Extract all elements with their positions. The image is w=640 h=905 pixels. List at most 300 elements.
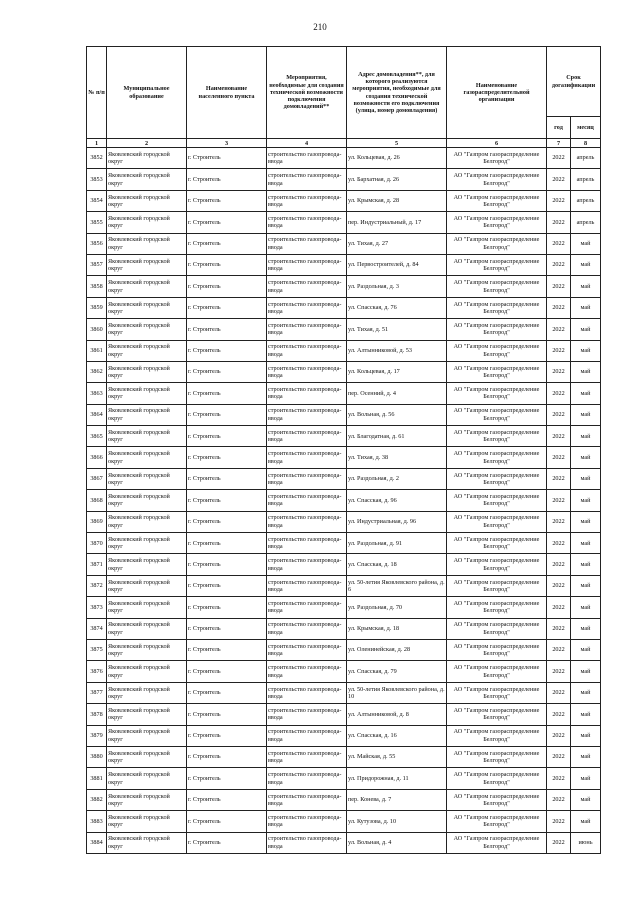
- month-cell: май: [571, 490, 601, 511]
- table-row: [87, 511, 601, 532]
- address-cell: ул. Кутузова, д. 10: [347, 811, 447, 832]
- organization-cell: АО "Газпром газораспределение Белгород": [447, 554, 547, 575]
- address-cell: ул. Индустриальная, д. 96: [347, 511, 447, 532]
- year-cell: 2022: [547, 361, 571, 382]
- year-cell: 2022: [547, 597, 571, 618]
- year-cell: 2022: [547, 746, 571, 767]
- table-row: [87, 297, 601, 318]
- table-row: [87, 575, 601, 596]
- row-number: 3858: [87, 276, 107, 297]
- activity-cell: строительство газопровода-ввода: [267, 597, 347, 618]
- month-cell: май: [571, 383, 601, 404]
- year-cell: 2022: [547, 618, 571, 639]
- header-settlement: Наименование населенного пункта: [187, 47, 267, 139]
- table-row: [87, 233, 601, 254]
- activity-cell: строительство газопровода-ввода: [267, 361, 347, 382]
- year-cell: 2022: [547, 533, 571, 554]
- settlement-cell: г. Строитель: [187, 447, 267, 468]
- address-cell: ул. Майская, д. 55: [347, 746, 447, 767]
- table-row: [87, 746, 601, 767]
- municipality-cell: Яковлевский городской округ: [107, 554, 187, 575]
- col-index: 5: [347, 139, 447, 148]
- col-index: 2: [107, 139, 187, 148]
- col-index: 3: [187, 139, 267, 148]
- municipality-cell: Яковлевский городской округ: [107, 597, 187, 618]
- table-row: [87, 276, 601, 297]
- month-cell: апрель: [571, 169, 601, 190]
- organization-cell: АО "Газпром газораспределение Белгород": [447, 383, 547, 404]
- municipality-cell: Яковлевский городской округ: [107, 340, 187, 361]
- table-row: [87, 618, 601, 639]
- year-cell: 2022: [547, 297, 571, 318]
- table-row: [87, 426, 601, 447]
- row-number: 3862: [87, 361, 107, 382]
- settlement-cell: г. Строитель: [187, 682, 267, 703]
- page-number: 210: [313, 22, 327, 32]
- year-cell: 2022: [547, 511, 571, 532]
- month-cell: май: [571, 639, 601, 660]
- municipality-cell: Яковлевский городской округ: [107, 361, 187, 382]
- organization-cell: АО "Газпром газораспределение Белгород": [447, 618, 547, 639]
- activity-cell: строительство газопровода-ввода: [267, 276, 347, 297]
- year-cell: 2022: [547, 404, 571, 425]
- row-number: 3869: [87, 511, 107, 532]
- row-number: 3864: [87, 404, 107, 425]
- table-row: [87, 661, 601, 682]
- row-number: 3857: [87, 254, 107, 275]
- table-row: [87, 682, 601, 703]
- row-number: 3882: [87, 789, 107, 810]
- table-row: [87, 597, 601, 618]
- activity-cell: строительство газопровода-ввода: [267, 426, 347, 447]
- table-row: [87, 319, 601, 340]
- address-cell: ул. Крымская, д. 18: [347, 618, 447, 639]
- address-cell: ул. Раздольная, д. 70: [347, 597, 447, 618]
- activity-cell: строительство газопровода-ввода: [267, 725, 347, 746]
- row-number: 3884: [87, 832, 107, 853]
- settlement-cell: г. Строитель: [187, 575, 267, 596]
- address-cell: ул. Бархатная, д. 26: [347, 169, 447, 190]
- settlement-cell: г. Строитель: [187, 704, 267, 725]
- organization-cell: АО "Газпром газораспределение Белгород": [447, 490, 547, 511]
- municipality-cell: Яковлевский городской округ: [107, 426, 187, 447]
- month-cell: май: [571, 447, 601, 468]
- municipality-cell: Яковлевский городской округ: [107, 511, 187, 532]
- table-row: [87, 789, 601, 810]
- table-row: [87, 212, 601, 233]
- year-cell: 2022: [547, 682, 571, 703]
- address-cell: пер. Осенний, д. 4: [347, 383, 447, 404]
- table-row: [87, 361, 601, 382]
- municipality-cell: Яковлевский городской округ: [107, 468, 187, 489]
- row-number: 3859: [87, 297, 107, 318]
- activity-cell: строительство газопровода-ввода: [267, 468, 347, 489]
- row-number: 3867: [87, 468, 107, 489]
- year-cell: 2022: [547, 811, 571, 832]
- month-cell: май: [571, 361, 601, 382]
- row-number: 3873: [87, 597, 107, 618]
- row-number: 3874: [87, 618, 107, 639]
- address-cell: ул. Тихая, д. 27: [347, 233, 447, 254]
- municipality-cell: Яковлевский городской округ: [107, 704, 187, 725]
- municipality-cell: Яковлевский городской округ: [107, 639, 187, 660]
- row-number: 3872: [87, 575, 107, 596]
- year-cell: 2022: [547, 148, 571, 169]
- table-row: [87, 169, 601, 190]
- organization-cell: АО "Газпром газораспределение Белгород": [447, 511, 547, 532]
- activity-cell: строительство газопровода-ввода: [267, 554, 347, 575]
- address-cell: ул. Придорожная, д. 11: [347, 768, 447, 789]
- row-number: 3870: [87, 533, 107, 554]
- month-cell: май: [571, 404, 601, 425]
- settlement-cell: г. Строитель: [187, 340, 267, 361]
- month-cell: июнь: [571, 832, 601, 853]
- address-cell: ул. 50-летия Яковлевского района, д. 10: [347, 682, 447, 703]
- organization-cell: АО "Газпром газораспределение Белгород": [447, 404, 547, 425]
- activity-cell: строительство газопровода-ввода: [267, 811, 347, 832]
- organization-cell: АО "Газпром газораспределение Белгород": [447, 811, 547, 832]
- address-cell: ул. Первостроителей, д. 84: [347, 254, 447, 275]
- year-cell: 2022: [547, 383, 571, 404]
- header-num: № п/п: [87, 47, 107, 139]
- municipality-cell: Яковлевский городской округ: [107, 811, 187, 832]
- table-row: [87, 468, 601, 489]
- row-number: 3853: [87, 169, 107, 190]
- header-activity: Мероприятия, необходимые для создания технической возможности подключения домовладений**: [267, 47, 347, 139]
- col-index: 7: [547, 139, 571, 148]
- row-number: 3876: [87, 661, 107, 682]
- month-cell: апрель: [571, 212, 601, 233]
- activity-cell: строительство газопровода-ввода: [267, 340, 347, 361]
- row-number: 3883: [87, 811, 107, 832]
- table-row: [87, 190, 601, 211]
- settlement-cell: г. Строитель: [187, 468, 267, 489]
- year-cell: 2022: [547, 276, 571, 297]
- month-cell: май: [571, 746, 601, 767]
- organization-cell: АО "Газпром газораспределение Белгород": [447, 254, 547, 275]
- table-row: [87, 148, 601, 169]
- organization-cell: АО "Газпром газораспределение Белгород": [447, 190, 547, 211]
- organization-cell: АО "Газпром газораспределение Белгород": [447, 533, 547, 554]
- settlement-cell: г. Строитель: [187, 597, 267, 618]
- year-cell: 2022: [547, 789, 571, 810]
- organization-cell: АО "Газпром газораспределение Белгород": [447, 169, 547, 190]
- address-cell: ул. Оленинейская, д. 28: [347, 639, 447, 660]
- address-cell: ул. Алтынниковой, д. 8: [347, 704, 447, 725]
- year-cell: 2022: [547, 661, 571, 682]
- year-cell: 2022: [547, 169, 571, 190]
- organization-cell: АО "Газпром газораспределение Белгород": [447, 575, 547, 596]
- month-cell: май: [571, 682, 601, 703]
- activity-cell: строительство газопровода-ввода: [267, 319, 347, 340]
- address-cell: ул. Благодатная, д. 61: [347, 426, 447, 447]
- activity-cell: строительство газопровода-ввода: [267, 190, 347, 211]
- table-row: [87, 725, 601, 746]
- month-cell: май: [571, 704, 601, 725]
- settlement-cell: г. Строитель: [187, 511, 267, 532]
- header-year: год: [547, 117, 571, 139]
- col-index: 8: [571, 139, 601, 148]
- year-cell: 2022: [547, 319, 571, 340]
- organization-cell: АО "Газпром газораспределение Белгород": [447, 361, 547, 382]
- municipality-cell: Яковлевский городской округ: [107, 148, 187, 169]
- year-cell: 2022: [547, 639, 571, 660]
- month-cell: май: [571, 768, 601, 789]
- year-cell: 2022: [547, 447, 571, 468]
- col-index: 6: [447, 139, 547, 148]
- row-number: 3852: [87, 148, 107, 169]
- settlement-cell: г. Строитель: [187, 169, 267, 190]
- row-number: 3881: [87, 768, 107, 789]
- municipality-cell: Яковлевский городской округ: [107, 404, 187, 425]
- activity-cell: строительство газопровода-ввода: [267, 169, 347, 190]
- address-cell: ул. Тихая, д. 38: [347, 447, 447, 468]
- year-cell: 2022: [547, 704, 571, 725]
- table-row: [87, 832, 601, 853]
- settlement-cell: г. Строитель: [187, 554, 267, 575]
- header-term: Срок догазификации: [547, 47, 601, 117]
- address-cell: ул. 50-летия Яковлевского района, д. 6: [347, 575, 447, 596]
- month-cell: май: [571, 811, 601, 832]
- col-index: 4: [267, 139, 347, 148]
- settlement-cell: г. Строитель: [187, 383, 267, 404]
- row-number: 3854: [87, 190, 107, 211]
- month-cell: май: [571, 468, 601, 489]
- table-row: [87, 768, 601, 789]
- organization-cell: АО "Газпром газораспределение Белгород": [447, 768, 547, 789]
- activity-cell: строительство газопровода-ввода: [267, 254, 347, 275]
- settlement-cell: г. Строитель: [187, 276, 267, 297]
- municipality-cell: Яковлевский городской округ: [107, 618, 187, 639]
- month-cell: май: [571, 340, 601, 361]
- row-number: 3860: [87, 319, 107, 340]
- table-row: [87, 404, 601, 425]
- settlement-cell: г. Строитель: [187, 811, 267, 832]
- table-row: [87, 554, 601, 575]
- year-cell: 2022: [547, 490, 571, 511]
- settlement-cell: г. Строитель: [187, 618, 267, 639]
- activity-cell: строительство газопровода-ввода: [267, 618, 347, 639]
- address-cell: ул. Кольцевая, д. 17: [347, 361, 447, 382]
- header-municipality: Муниципальное образование: [107, 47, 187, 139]
- settlement-cell: г. Строитель: [187, 254, 267, 275]
- organization-cell: АО "Газпром газораспределение Белгород": [447, 682, 547, 703]
- activity-cell: строительство газопровода-ввода: [267, 682, 347, 703]
- row-number: 3871: [87, 554, 107, 575]
- address-cell: ул. Алтынниковой, д. 53: [347, 340, 447, 361]
- municipality-cell: Яковлевский городской округ: [107, 832, 187, 853]
- table-row: [87, 340, 601, 361]
- settlement-cell: г. Строитель: [187, 746, 267, 767]
- month-cell: май: [571, 426, 601, 447]
- settlement-cell: г. Строитель: [187, 832, 267, 853]
- settlement-cell: г. Строитель: [187, 768, 267, 789]
- row-number: 3880: [87, 746, 107, 767]
- table-row: [87, 533, 601, 554]
- year-cell: 2022: [547, 575, 571, 596]
- address-cell: ул. Тихая, д. 51: [347, 319, 447, 340]
- activity-cell: строительство газопровода-ввода: [267, 404, 347, 425]
- organization-cell: АО "Газпром газораспределение Белгород": [447, 661, 547, 682]
- row-number: 3865: [87, 426, 107, 447]
- row-number: 3866: [87, 447, 107, 468]
- organization-cell: АО "Газпром газораспределение Белгород": [447, 276, 547, 297]
- year-cell: 2022: [547, 725, 571, 746]
- municipality-cell: Яковлевский городской округ: [107, 490, 187, 511]
- row-number: 3879: [87, 725, 107, 746]
- row-number: 3875: [87, 639, 107, 660]
- year-cell: 2022: [547, 554, 571, 575]
- month-cell: май: [571, 575, 601, 596]
- municipality-cell: Яковлевский городской округ: [107, 575, 187, 596]
- organization-cell: АО "Газпром газораспределение Белгород": [447, 597, 547, 618]
- settlement-cell: г. Строитель: [187, 233, 267, 254]
- address-cell: ул. Раздольная, д. 3: [347, 276, 447, 297]
- month-cell: май: [571, 725, 601, 746]
- table-row: [87, 383, 601, 404]
- organization-cell: АО "Газпром газораспределение Белгород": [447, 832, 547, 853]
- settlement-cell: г. Строитель: [187, 490, 267, 511]
- settlement-cell: г. Строитель: [187, 789, 267, 810]
- organization-cell: АО "Газпром газораспределение Белгород": [447, 233, 547, 254]
- municipality-cell: Яковлевский городской округ: [107, 661, 187, 682]
- organization-cell: АО "Газпром газораспределение Белгород": [447, 319, 547, 340]
- settlement-cell: г. Строитель: [187, 297, 267, 318]
- month-cell: май: [571, 511, 601, 532]
- settlement-cell: г. Строитель: [187, 725, 267, 746]
- activity-cell: строительство газопровода-ввода: [267, 789, 347, 810]
- year-cell: 2022: [547, 254, 571, 275]
- row-number: 3877: [87, 682, 107, 703]
- month-cell: май: [571, 533, 601, 554]
- month-cell: май: [571, 597, 601, 618]
- activity-cell: строительство газопровода-ввода: [267, 383, 347, 404]
- address-cell: ул. Спасская, д. 76: [347, 297, 447, 318]
- address-cell: ул. Спасская, д. 18: [347, 554, 447, 575]
- address-cell: ул. Спасская, д. 96: [347, 490, 447, 511]
- activity-cell: строительство газопровода-ввода: [267, 233, 347, 254]
- activity-cell: строительство газопровода-ввода: [267, 148, 347, 169]
- month-cell: май: [571, 233, 601, 254]
- activity-cell: строительство газопровода-ввода: [267, 832, 347, 853]
- activity-cell: строительство газопровода-ввода: [267, 212, 347, 233]
- municipality-cell: Яковлевский городской округ: [107, 169, 187, 190]
- address-cell: ул. Спасская, д. 79: [347, 661, 447, 682]
- activity-cell: строительство газопровода-ввода: [267, 490, 347, 511]
- address-cell: пер. Индустриальный, д. 17: [347, 212, 447, 233]
- organization-cell: АО "Газпром газораспределение Белгород": [447, 789, 547, 810]
- header-address: Адрес домовладения**, для которого реализуются мероприятия, необходимые для создания технической возможности его подключения (улица, номер домовладения): [347, 47, 447, 139]
- table-body: [87, 148, 601, 854]
- year-cell: 2022: [547, 426, 571, 447]
- municipality-cell: Яковлевский городской округ: [107, 383, 187, 404]
- settlement-cell: г. Строитель: [187, 426, 267, 447]
- header-month: месяц: [571, 117, 601, 139]
- organization-cell: АО "Газпром газораспределение Белгород": [447, 639, 547, 660]
- activity-cell: строительство газопровода-ввода: [267, 768, 347, 789]
- year-cell: 2022: [547, 212, 571, 233]
- organization-cell: АО "Газпром газораспределение Белгород": [447, 212, 547, 233]
- organization-cell: АО "Газпром газораспределение Белгород": [447, 340, 547, 361]
- row-number: 3855: [87, 212, 107, 233]
- year-cell: 2022: [547, 190, 571, 211]
- municipality-cell: Яковлевский городской округ: [107, 725, 187, 746]
- address-cell: ул. Вольная, д. 56: [347, 404, 447, 425]
- row-number: 3878: [87, 704, 107, 725]
- activity-cell: строительство газопровода-ввода: [267, 511, 347, 532]
- activity-cell: строительство газопровода-ввода: [267, 447, 347, 468]
- address-cell: пер. Конева, д. 7: [347, 789, 447, 810]
- municipality-cell: Яковлевский городской округ: [107, 297, 187, 318]
- organization-cell: АО "Газпром газораспределение Белгород": [447, 746, 547, 767]
- table-row: [87, 639, 601, 660]
- address-cell: ул. Кольцевая, д. 26: [347, 148, 447, 169]
- municipality-cell: Яковлевский городской округ: [107, 276, 187, 297]
- month-cell: апрель: [571, 190, 601, 211]
- municipality-cell: Яковлевский городской округ: [107, 190, 187, 211]
- municipality-cell: Яковлевский городской округ: [107, 212, 187, 233]
- settlement-cell: г. Строитель: [187, 190, 267, 211]
- municipality-cell: Яковлевский городской округ: [107, 533, 187, 554]
- municipality-cell: Яковлевский городской округ: [107, 682, 187, 703]
- year-cell: 2022: [547, 340, 571, 361]
- municipality-cell: Яковлевский городской округ: [107, 254, 187, 275]
- municipality-cell: Яковлевский городской округ: [107, 789, 187, 810]
- activity-cell: строительство газопровода-ввода: [267, 746, 347, 767]
- month-cell: май: [571, 319, 601, 340]
- table-row: [87, 447, 601, 468]
- municipality-cell: Яковлевский городской округ: [107, 746, 187, 767]
- municipality-cell: Яковлевский городской округ: [107, 319, 187, 340]
- organization-cell: АО "Газпром газораспределение Белгород": [447, 447, 547, 468]
- organization-cell: АО "Газпром газораспределение Белгород": [447, 704, 547, 725]
- organization-cell: АО "Газпром газораспределение Белгород": [447, 468, 547, 489]
- municipality-cell: Яковлевский городской округ: [107, 233, 187, 254]
- row-number: 3856: [87, 233, 107, 254]
- settlement-cell: г. Строитель: [187, 319, 267, 340]
- municipality-cell: Яковлевский городской округ: [107, 768, 187, 789]
- settlement-cell: г. Строитель: [187, 361, 267, 382]
- month-cell: май: [571, 618, 601, 639]
- municipality-cell: Яковлевский городской округ: [107, 447, 187, 468]
- activity-cell: строительство газопровода-ввода: [267, 575, 347, 596]
- organization-cell: АО "Газпром газораспределение Белгород": [447, 297, 547, 318]
- address-cell: ул. Спасская, д. 16: [347, 725, 447, 746]
- table-row: [87, 811, 601, 832]
- table-row: [87, 704, 601, 725]
- activity-cell: строительство газопровода-ввода: [267, 661, 347, 682]
- settlement-cell: г. Строитель: [187, 212, 267, 233]
- activity-cell: строительство газопровода-ввода: [267, 639, 347, 660]
- month-cell: май: [571, 297, 601, 318]
- row-number: 3863: [87, 383, 107, 404]
- activity-cell: строительство газопровода-ввода: [267, 704, 347, 725]
- activity-cell: строительство газопровода-ввода: [267, 533, 347, 554]
- settlement-cell: г. Строитель: [187, 404, 267, 425]
- row-number: 3861: [87, 340, 107, 361]
- organization-cell: АО "Газпром газораспределение Белгород": [447, 725, 547, 746]
- year-cell: 2022: [547, 233, 571, 254]
- settlement-cell: г. Строитель: [187, 639, 267, 660]
- table-row: [87, 254, 601, 275]
- address-cell: ул. Вольная, д. 4: [347, 832, 447, 853]
- address-cell: ул. Раздольная, д. 2: [347, 468, 447, 489]
- gasification-table: [86, 46, 601, 854]
- settlement-cell: г. Строитель: [187, 661, 267, 682]
- month-cell: май: [571, 661, 601, 682]
- settlement-cell: г. Строитель: [187, 533, 267, 554]
- row-number: 3868: [87, 490, 107, 511]
